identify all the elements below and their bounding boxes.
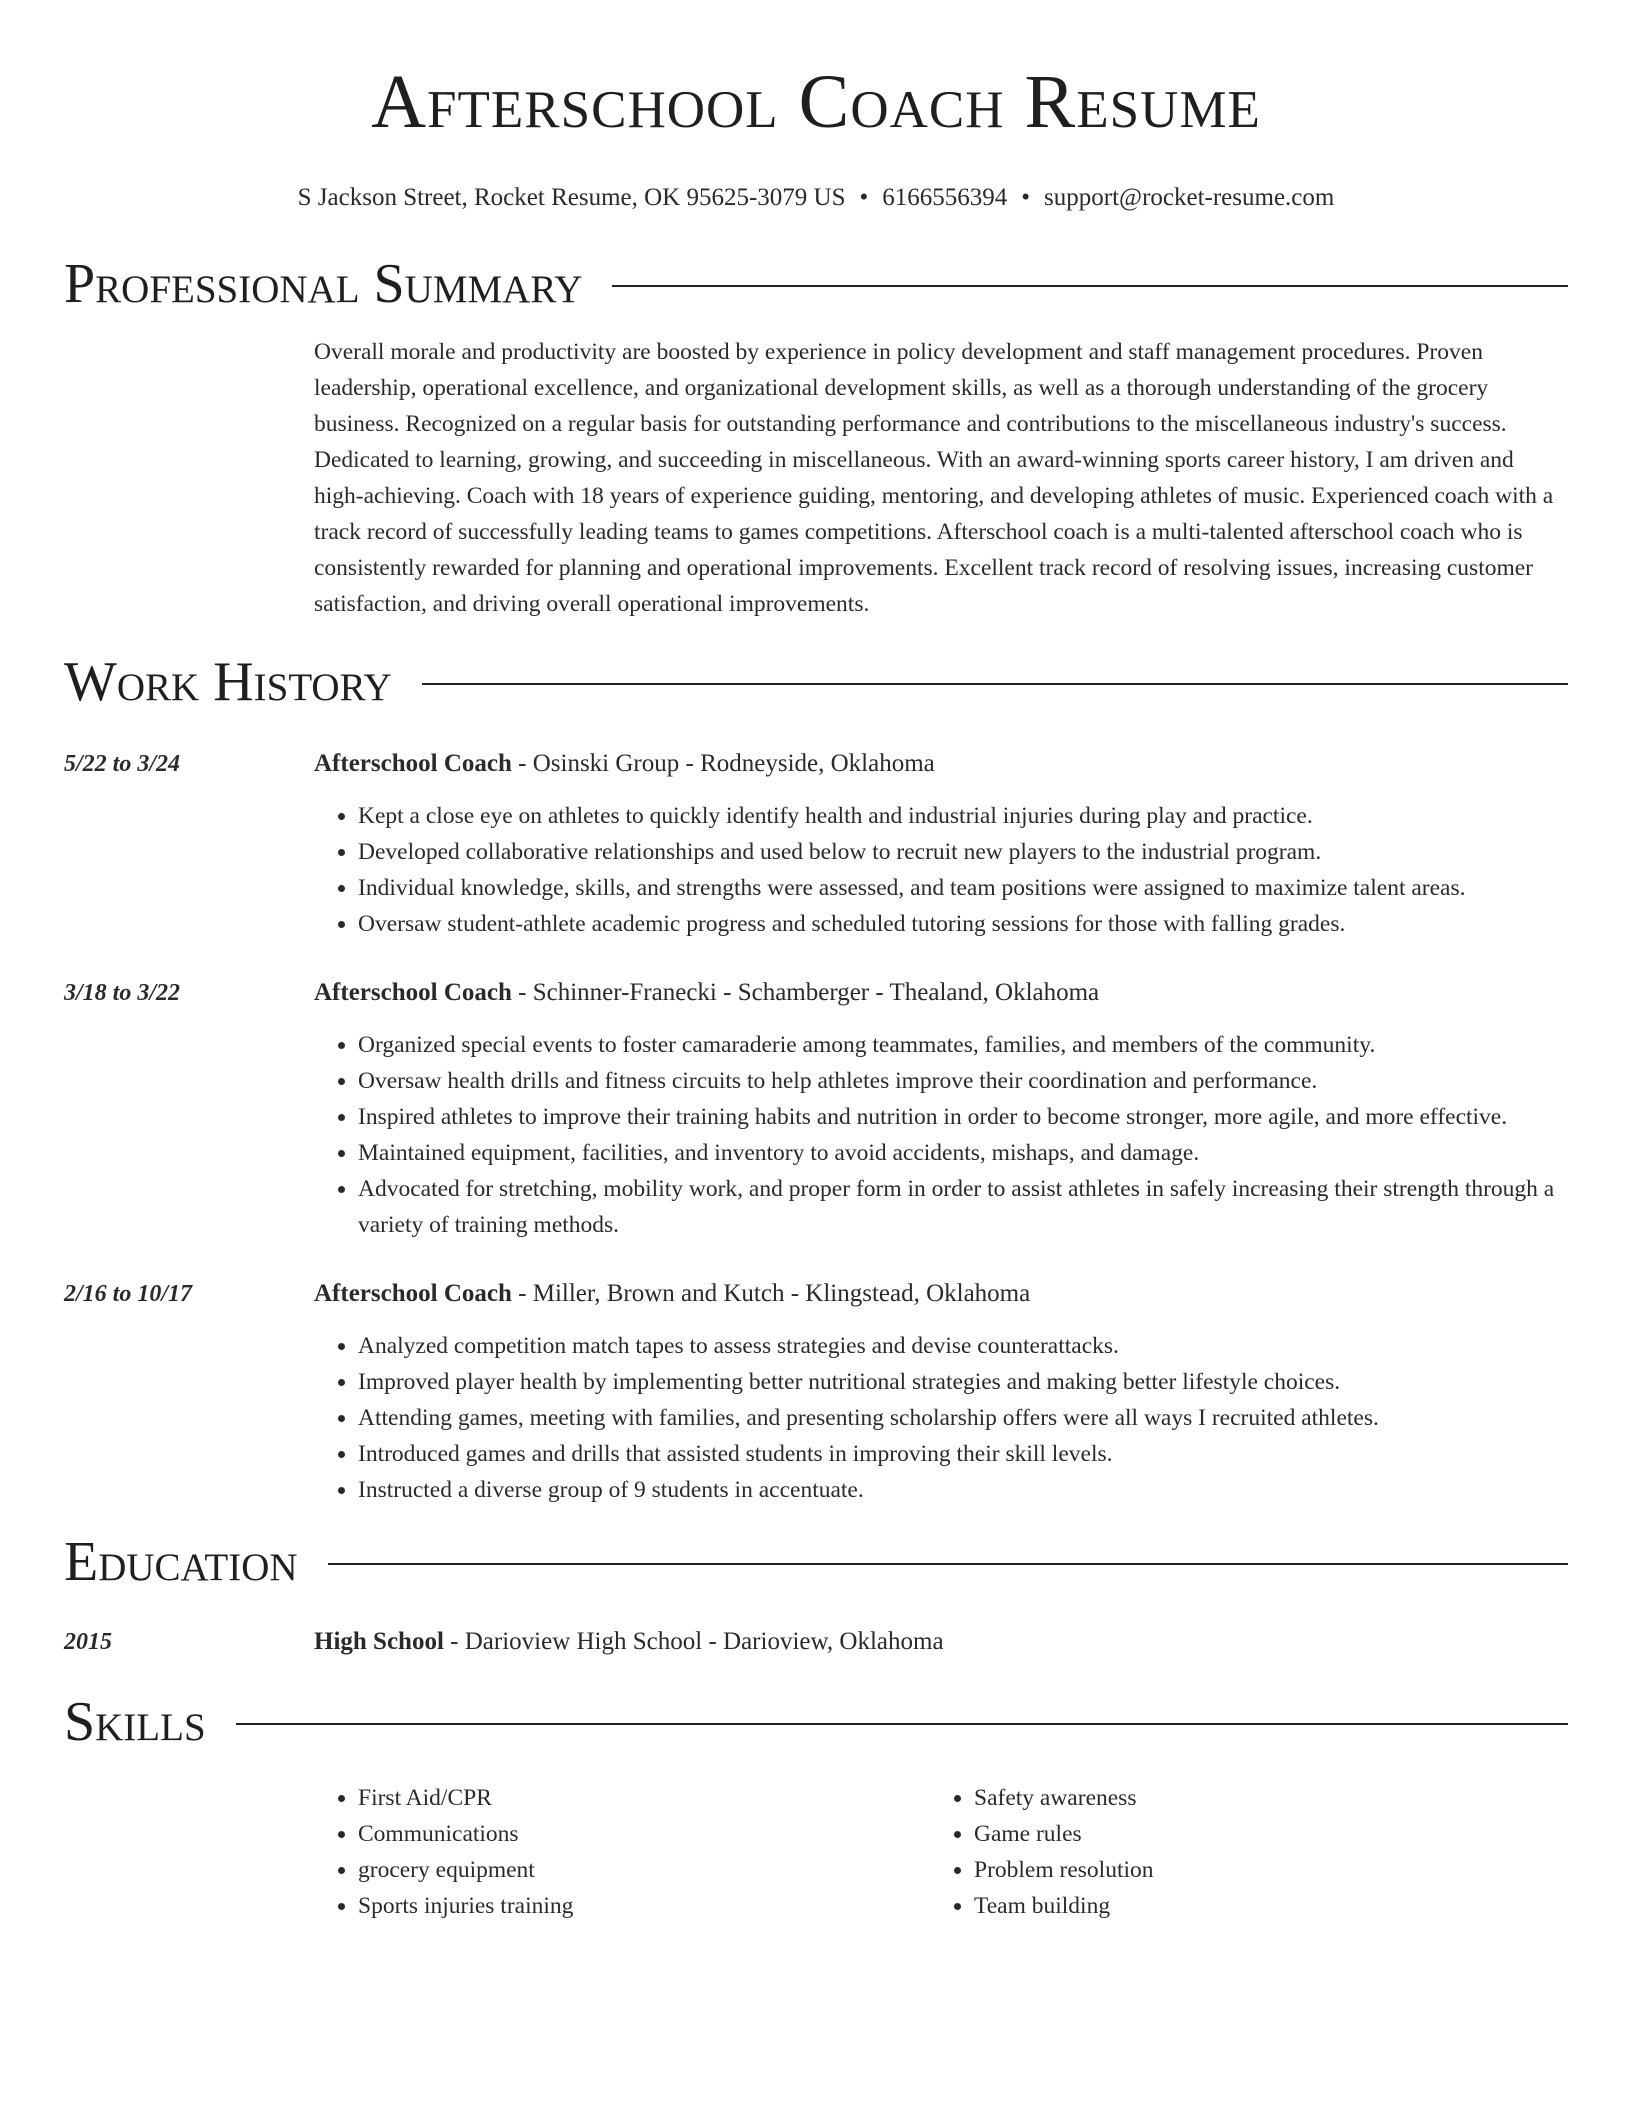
education-entry: [64, 1624, 1568, 1660]
job-dates: 2/16 to 10/17: [64, 1281, 193, 1307]
job-dates: 3/18 to 3/22: [64, 980, 181, 1006]
skill-item: • Game rules: [974, 1816, 1546, 1852]
work-section-header: [64, 650, 1568, 714]
skills-column-left: [314, 1780, 930, 1924]
section-divider: [236, 1723, 1568, 1725]
skill-item: • grocery equipment: [358, 1852, 930, 1888]
skills-list: [314, 1780, 1568, 1924]
contact-line: [64, 182, 1568, 214]
education-details: - Darioview High School - Darioview, Oklahoma: [443, 1628, 944, 1655]
job-details: - Miller, Brown and Kutch - Klingstead, Oklahoma: [511, 1280, 1031, 1307]
job-body: [314, 1276, 1568, 1508]
job-body: [314, 975, 1568, 1243]
list-item: • Developed collaborative relationships and used below to recruit new players to the industrial program.: [358, 834, 1568, 870]
list-item: • Introduced games and drills that assisted students in improving their skill levels.: [358, 1436, 1568, 1472]
work-history-list: [64, 746, 1568, 1508]
list-item: • Instructed a diverse group of 9 students in accentuate.: [358, 1472, 1568, 1508]
education-header: [314, 1624, 1568, 1660]
list-item: • Organized special events to foster camaraderie among teammates, families, and members of the community.: [358, 1027, 1568, 1063]
job-bullets: [314, 1027, 1568, 1243]
list-item: • Maintained equipment, facilities, and inventory to avoid accidents, mishaps, and damage.: [358, 1135, 1568, 1171]
list-item: • Oversaw health drills and fitness circuits to help athletes improve their coordination and performance.: [358, 1063, 1568, 1099]
job-body: [314, 746, 1568, 942]
job-dates: 5/22 to 3/24: [64, 751, 181, 777]
skill-item: • Safety awareness: [974, 1780, 1546, 1816]
job-bullets: [314, 798, 1568, 942]
section-divider: [612, 285, 1568, 287]
summary-section-header: [64, 252, 1568, 316]
list-item: • Kept a close eye on athletes to quickly identify health and industrial injuries during play and practice.: [358, 798, 1568, 834]
contact-separator: •: [859, 184, 869, 211]
list-item: • Advocated for stretching, mobility work, and proper form in order to assist athletes in safely increasing their strength through a variety of training methods.: [358, 1171, 1568, 1243]
skills-heading: Skills: [64, 1691, 206, 1753]
skill-item: • Team building: [974, 1888, 1546, 1924]
section-divider: [328, 1563, 1568, 1565]
education-degree: High School: [314, 1628, 444, 1655]
job-details: - Schinner-Franecki - Schamberger - Thealand, Oklahoma: [511, 979, 1100, 1006]
list-item: • Inspired athletes to improve their training habits and nutrition in order to become stronger, more agile, and more effective.: [358, 1099, 1568, 1135]
education-list: [64, 1624, 1568, 1660]
job-entry: [64, 746, 1568, 942]
contact-address: S Jackson Street, Rocket Resume, OK 95625-3079 US: [297, 184, 846, 211]
work-heading: Work History: [64, 651, 392, 713]
job-bullets: [314, 1328, 1568, 1508]
contact-email: support@rocket-resume.com: [1044, 184, 1335, 211]
job-header: [314, 975, 1568, 1011]
education-section-header: [64, 1530, 1568, 1594]
list-item: • Individual knowledge, skills, and strengths were assessed, and team positions were assigned to maximize talent areas.: [358, 870, 1568, 906]
job-role: Afterschool Coach: [314, 1280, 512, 1307]
job-header: [314, 1276, 1568, 1312]
summary-heading: Professional Summary: [64, 253, 583, 315]
job-header: [314, 746, 1568, 782]
summary-text: Overall morale and productivity are boosted by experience in policy development and staff management procedures. Proven leadership, operational excellence, and organizational development skills, as well as a thorough understanding of the grocery business. Recognized on a regular basis for outstanding performance and contributions to the miscellaneous industry's success. Dedicated to learning, growing, and succeeding in miscellaneous. With an award-winning sports career history, I am driven and high-achieving. Coach with 18 years of experience guiding, mentoring, and developing athletes of music. Experienced coach with a track record of successfully leading teams to games competitions. Afterschool coach is a multi-talented afterschool coach who is consistently rewarded for planning and operational improvements. Excellent track record of resolving issues, increasing customer satisfaction, and driving overall operational improvements.: [314, 339, 1554, 617]
skill-item: • Problem resolution: [974, 1852, 1546, 1888]
list-item: • Attending games, meeting with families, and presenting scholarship offers were all ways I recruited athletes.: [358, 1400, 1568, 1436]
skills-section-header: [64, 1690, 1568, 1754]
list-item: • Analyzed competition match tapes to assess strategies and devise counterattacks.: [358, 1328, 1568, 1364]
list-item: • Improved player health by implementing better nutritional strategies and making better lifestyle choices.: [358, 1364, 1568, 1400]
skill-item: • Communications: [358, 1816, 930, 1852]
job-entry: [64, 1276, 1568, 1508]
education-year: 2015: [64, 1629, 112, 1655]
contact-phone: 6166556394: [882, 184, 1008, 211]
job-details: - Osinski Group - Rodneyside, Oklahoma: [511, 750, 935, 777]
section-divider: [422, 683, 1568, 685]
job-entry: [64, 975, 1568, 1243]
skill-item: • Sports injuries training: [358, 1888, 930, 1924]
job-role: Afterschool Coach: [314, 979, 512, 1006]
contact-separator: •: [1021, 184, 1031, 211]
list-item: • Oversaw student-athlete academic progress and scheduled tutoring sessions for those with falling grades.: [358, 906, 1568, 942]
skills-column-right: [930, 1780, 1546, 1924]
resume-title: Afterschool Coach Resume: [371, 60, 1261, 144]
skill-item: • First Aid/CPR: [358, 1780, 930, 1816]
education-body: [314, 1624, 1568, 1660]
job-role: Afterschool Coach: [314, 750, 512, 777]
education-heading: Education: [64, 1531, 298, 1593]
